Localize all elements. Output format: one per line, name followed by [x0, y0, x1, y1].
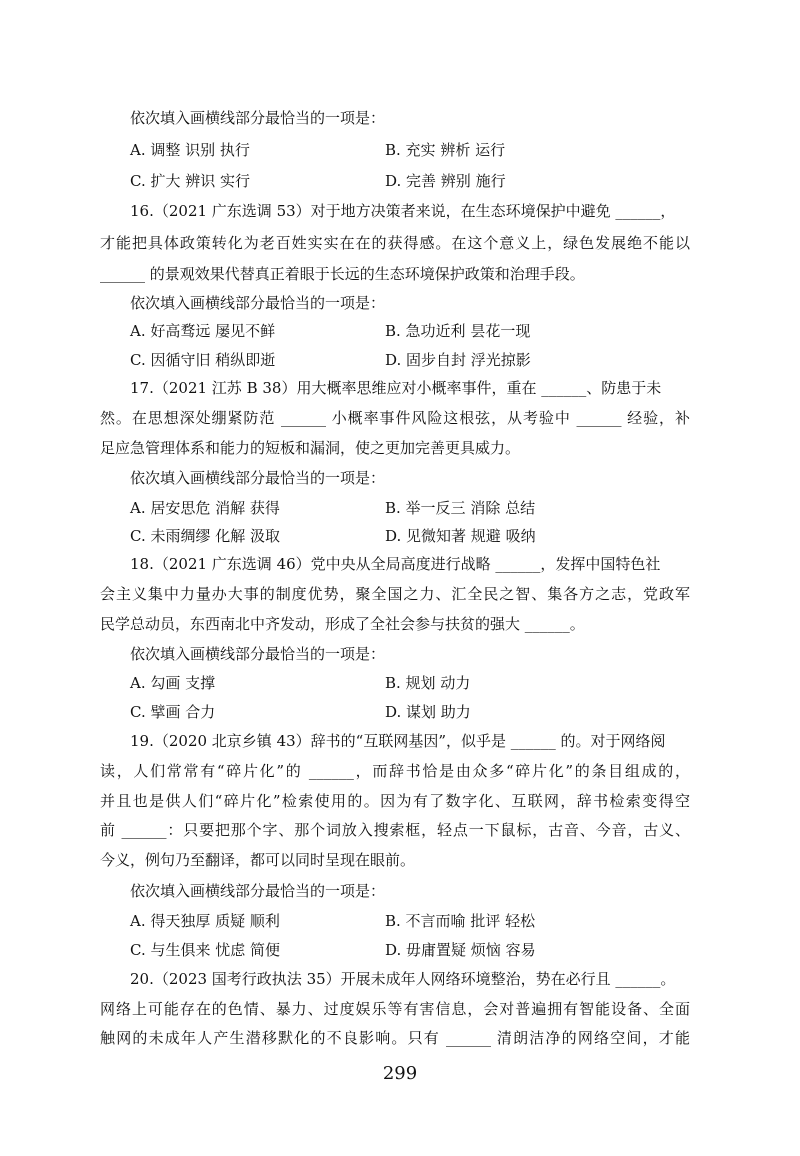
q17-stem-line: 17.（2021 江苏 B 38）用大概率思维应对小概率事件，重在 ______、防患于未	[130, 379, 662, 397]
q18-stem-line: 18.（2021 广东选调 46）党中央从全局高度进行战略 ______，发挥中国特色社	[130, 555, 661, 573]
q18-option-d: D. 谋划 助力	[385, 703, 471, 721]
q17-option-c: C. 未雨绸缪 化解 汲取	[130, 527, 281, 545]
q18-option-c: C. 擘画 合力	[130, 703, 216, 721]
q16-option-d: D. 固步自封 浮光掠影	[385, 351, 531, 369]
q17-option-b: B. 举一反三 消除 总结	[385, 499, 536, 517]
q16-option-c: C. 因循守旧 稍纵即逝	[130, 351, 276, 369]
q17-prompt: 依次填入画横线部分最恰当的一项是：	[130, 469, 386, 487]
q19-stem-line: 前 ______：只要把那个字、那个词放入搜索框，轻点一下鼠标，古音、今音，古义、	[100, 821, 690, 839]
q15-option-a: A. 调整 识别 执行	[130, 141, 250, 159]
q19-prompt: 依次填入画横线部分最恰当的一项是：	[130, 882, 386, 900]
q17-stem-line: 足应急管理体系和能力的短板和漏洞，使之更加完善更具威力。	[100, 439, 521, 457]
q18-stem-line: 民学总动员，东西南北中齐发动，形成了全社会参与扶贫的强大 ______。	[100, 615, 585, 633]
q19-stem-line: 读，人们常常有“碎片化”的 ______，而辞书恰是由众多“碎片化”的条目组成的，	[100, 762, 690, 780]
q15-option-c: C. 扩大 辨识 实行	[130, 172, 251, 190]
q15-option-b: B. 充实 辨析 运行	[385, 141, 506, 159]
q16-option-b: B. 急功近利 昙花一现	[385, 322, 531, 340]
q16-stem-line: ______ 的景观效果代替真正着眼于长远的生态环境保护政策和治理手段。	[100, 265, 585, 283]
q19-option-c: C. 与生俱来 忧虑 简便	[130, 941, 281, 959]
q17-stem-line: 然。在思想深处绷紧防范 ______ 小概率事件风险这根弦，从考验中 ______ 经验，补	[100, 409, 690, 427]
q16-prompt: 依次填入画横线部分最恰当的一项是：	[130, 294, 386, 312]
q17-option-d: D. 见微知著 规避 吸纳	[385, 527, 536, 545]
q19-stem-line: 今义，例句乃至翻译，都可以同时呈现在眼前。	[100, 851, 416, 869]
q19-option-b: B. 不言而喻 批评 轻松	[385, 912, 536, 930]
q18-option-b: B. 规划 动力	[385, 674, 471, 692]
q19-option-d: D. 毋庸置疑 烦恼 容易	[385, 941, 536, 959]
q20-stem-line: 20.（2023 国考行政执法 35）开展未成年人网络环境整治，势在必行且 ______。	[130, 970, 676, 988]
q19-stem-line: 19.（2020 北京乡镇 43）辞书的“互联网基因”，似乎是 ______ 的。对于网络阅	[130, 732, 666, 750]
q20-stem-line: 网络上可能存在的色情、暴力、过度娱乐等有害信息，会对普遍拥有智能设备、全面	[100, 1000, 690, 1018]
q18-option-a: A. 勾画 支撑	[130, 674, 216, 692]
q16-stem-line: 才能把具体政策转化为老百姓实实在在的获得感。在这个意义上，绿色发展绝不能以	[100, 234, 690, 252]
q16-option-a: A. 好高骛远 屡见不鲜	[130, 322, 276, 340]
q20-stem-line: 触网的未成年人产生潜移默化的不良影响。只有 ______ 清朗洁净的网络空间，才能	[100, 1029, 690, 1047]
q15-option-d: D. 完善 辨别 施行	[385, 172, 506, 190]
q19-option-a: A. 得天独厚 质疑 顺利	[130, 912, 280, 930]
q18-prompt: 依次填入画横线部分最恰当的一项是：	[130, 645, 386, 663]
q15-prompt: 依次填入画横线部分最恰当的一项是：	[130, 109, 386, 127]
q16-stem-line: 16.（2021 广东选调 53）对于地方决策者来说，在生态环境保护中避免 ______，	[130, 202, 676, 220]
q17-option-a: A. 居安思危 消解 获得	[130, 499, 280, 517]
q19-stem-line: 并且也是供人们“碎片化”检索使用的。因为有了数字化、互联网，辞书检索变得空	[100, 792, 690, 810]
q18-stem-line: 会主义集中力量办大事的制度优势，聚全国之力、汇全民之智、集各方之志，党政军	[100, 585, 690, 603]
page-number: 299	[382, 1063, 418, 1084]
